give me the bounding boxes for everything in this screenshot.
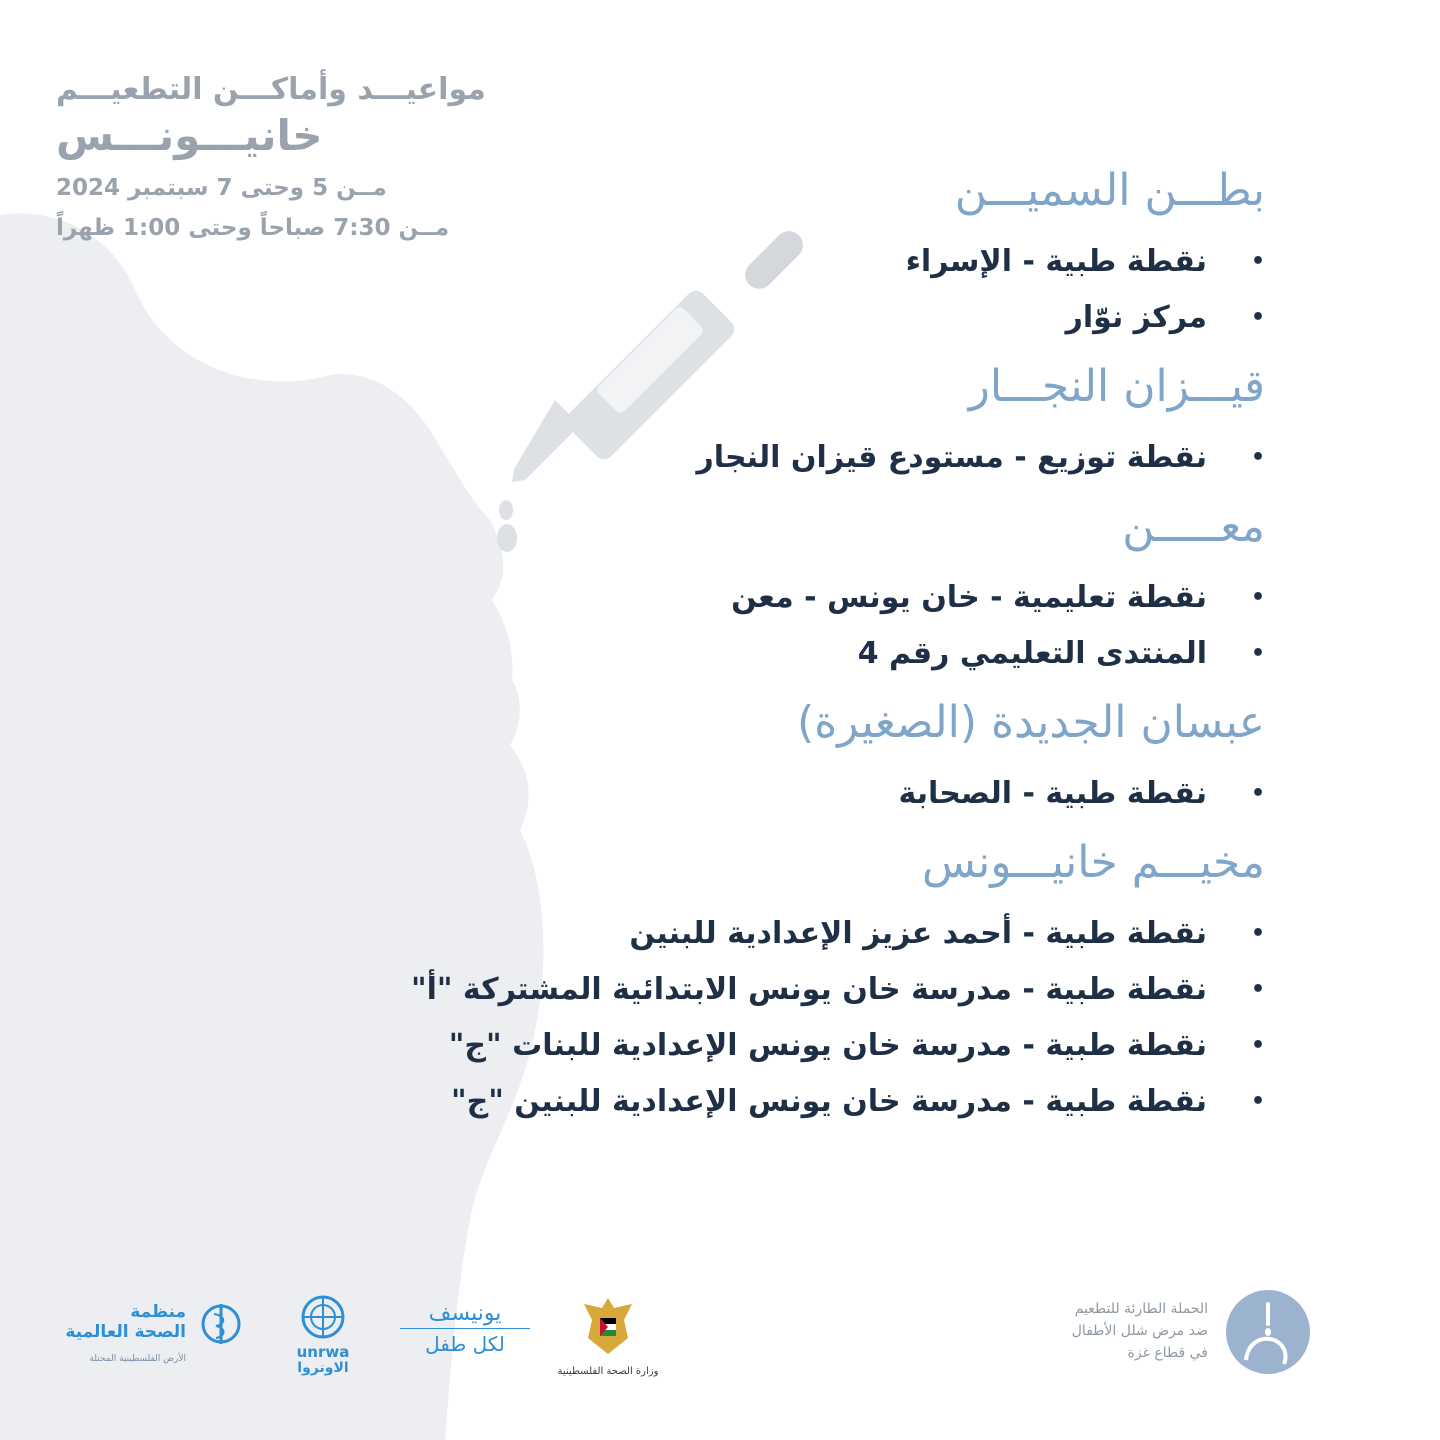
location-item: • نقطة طبية - مدرسة خان يونس الابتدائية المشتركة "أ": [325, 962, 1265, 1018]
region-section: [325, 494, 1265, 682]
who-line3: الأرض الفلسطينية المحتلة: [89, 1354, 186, 1364]
location-item: • مركز نوّار: [325, 290, 1265, 346]
location-item: • نقطة طبية - مدرسة خان يونس الإعدادية للبنين "ج": [325, 1074, 1265, 1130]
region-title: مخيـــم خانيـــونس: [921, 837, 1265, 888]
who-line2: الصحة العالمية: [65, 1322, 186, 1342]
header-hours: مــن 7:30 صباحاً وحتى 1:00 ظهراً: [56, 215, 450, 241]
location-items: [325, 766, 1265, 822]
moh-label: وزارة الصحة الفلسطينية: [557, 1366, 659, 1377]
unrwa-name-en: unrwa: [296, 1343, 350, 1361]
header-city: خانيـــونـــس: [56, 111, 323, 160]
region-title: قيـــزان النجـــار: [968, 361, 1265, 412]
unrwa-logo: [288, 1294, 358, 1376]
region-section: [325, 158, 1265, 346]
location-item: • نقطة طبية - أحمد عزيز الإعدادية للبنين: [325, 906, 1265, 962]
header-title: مواعيـــد وأماكـــن التطعيـــم: [56, 72, 486, 107]
location-items: [325, 234, 1265, 346]
location-item: • نقطة طبية - الصحابة: [325, 766, 1265, 822]
location-items: [325, 430, 1265, 486]
location-items: [325, 906, 1265, 1130]
who-emblem: [192, 1300, 250, 1348]
location-item: • المنتدى التعليمي رقم 4: [325, 626, 1265, 682]
location-item: • نقطة تعليمية - خان يونس - معن: [325, 570, 1265, 626]
palestine-eagle-emblem: [578, 1294, 638, 1358]
header-dates: مــن 5 وحتى 7 سبتمبر 2024: [56, 175, 387, 201]
location-items: [325, 570, 1265, 682]
location-item: • نقطة طبية - الإسراء: [325, 234, 1265, 290]
unrwa-name-ar: الاونروا: [297, 1360, 349, 1376]
campaign-line3: في قطاع غزة: [1127, 1345, 1208, 1361]
region-title: معـــــن: [1122, 501, 1265, 552]
unicef-slogan: لكل طفل: [400, 1328, 530, 1359]
location-item: • نقطة توزيع - مستودع قيزان النجار: [325, 430, 1265, 486]
ministry-of-health-logo: [548, 1294, 668, 1377]
region-section: [325, 690, 1265, 822]
region-section: [325, 830, 1265, 1130]
unicef-name: يونيسف: [428, 1301, 502, 1326]
region-title: عبسان الجديدة (الصغيرة): [797, 697, 1265, 748]
locations-list: [325, 150, 1265, 1130]
unicef-logo: [400, 1300, 530, 1359]
un-emblem: [293, 1294, 353, 1340]
campaign-line2: ضد مرض شلل الأطفال: [1071, 1323, 1208, 1339]
location-item: • نقطة طبية - مدرسة خان يونس الإعدادية للبنات "ج": [325, 1018, 1265, 1074]
polio-campaign-icon: [1226, 1290, 1310, 1374]
who-line1: منظمة: [130, 1302, 186, 1322]
region-section: [325, 354, 1265, 486]
campaign-line1: الحملة الطارئة للتطعيم: [1074, 1301, 1208, 1317]
region-title: بطـــن السميـــن: [954, 165, 1265, 216]
